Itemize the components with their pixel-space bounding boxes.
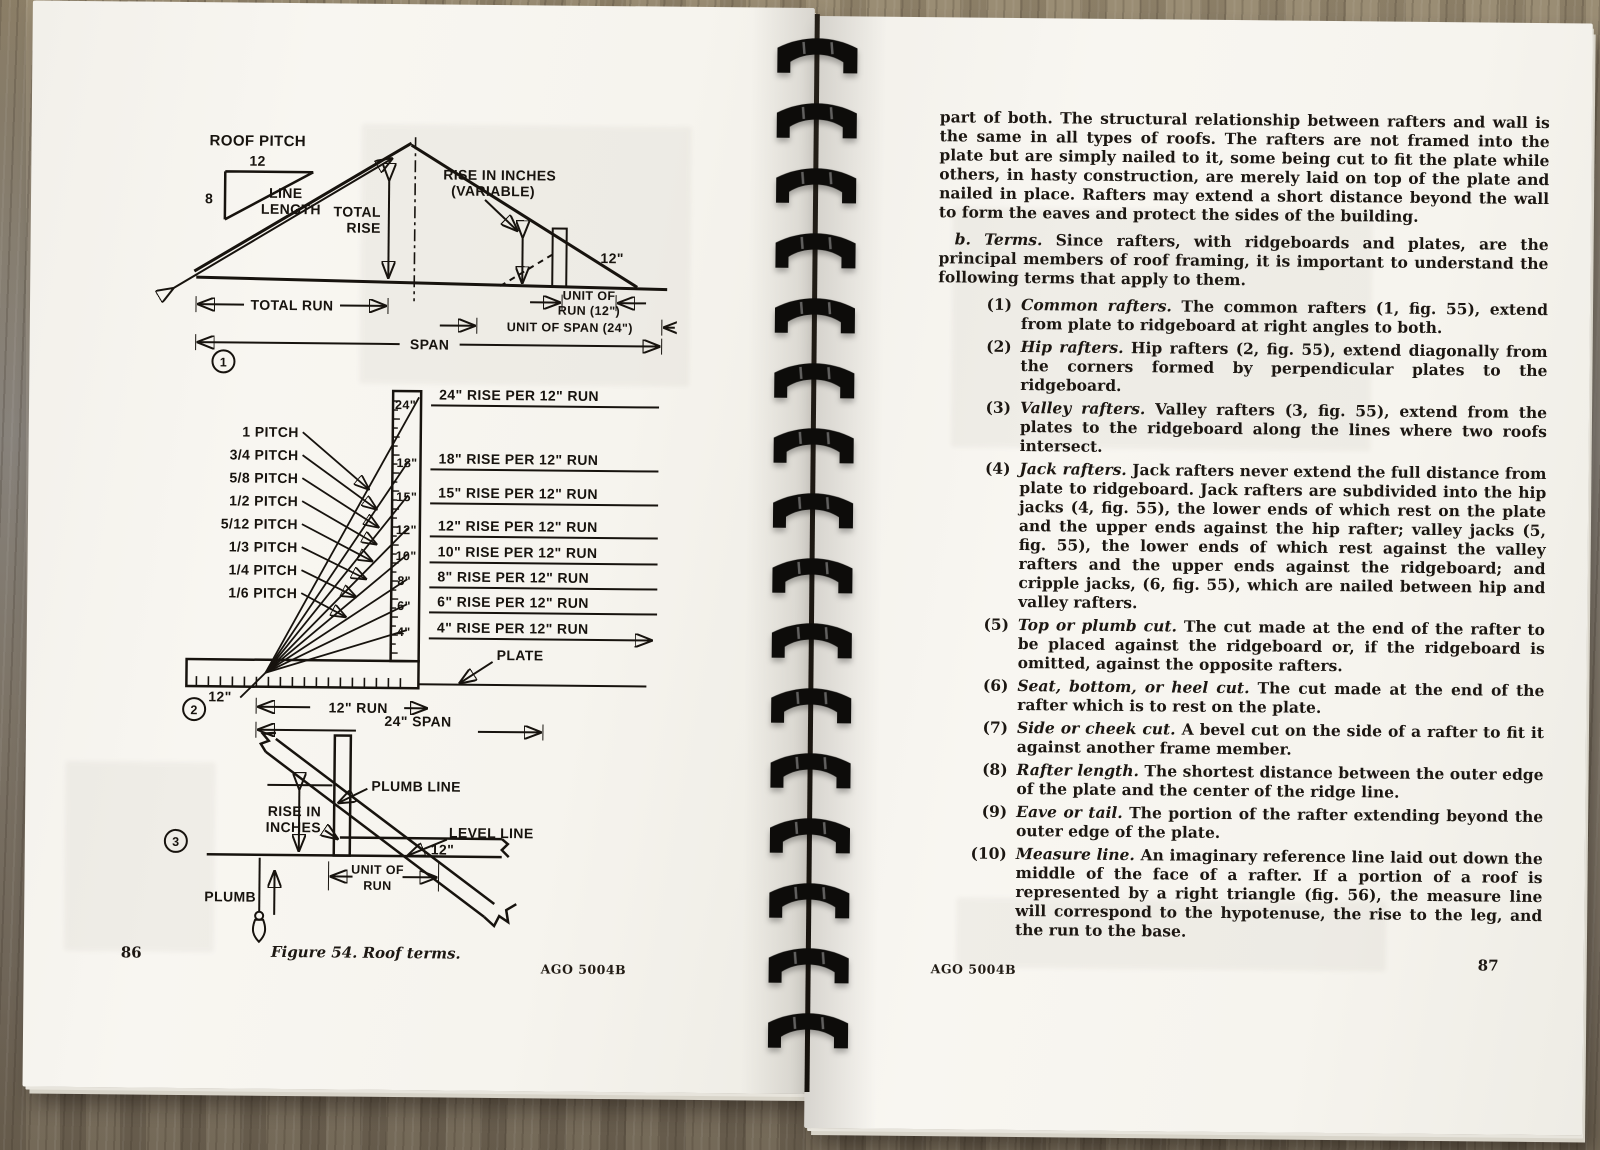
figure-caption: Figure 54. Roof terms. bbox=[270, 942, 461, 963]
term-definition: A bevel cut on the side of a rafter to fit it against another frame member. bbox=[1016, 719, 1545, 759]
dimension-unit-of-span bbox=[440, 317, 675, 335]
label-unit-of-run-2: RUN (12") bbox=[557, 303, 621, 319]
term-item-7 bbox=[934, 717, 1544, 761]
scale-15: 15" bbox=[396, 490, 418, 505]
term-number: (3) bbox=[985, 397, 1012, 417]
paragraph-terms-intro bbox=[938, 229, 1549, 292]
label-3-4-pitch: 3/4 PITCH bbox=[229, 446, 299, 464]
plumb-bob-icon bbox=[204, 857, 275, 942]
term-definition: The portion of the rafter extending beyond the outer edge of the plate. bbox=[1015, 803, 1544, 842]
figure-part-number-2 bbox=[183, 698, 205, 720]
term-item-6 bbox=[934, 675, 1544, 719]
scale-8: 8" bbox=[397, 574, 412, 589]
label-1-4-pitch: 1/4 PITCH bbox=[228, 561, 298, 579]
term-text bbox=[1015, 844, 1543, 944]
label-total-run: TOTAL RUN bbox=[250, 296, 334, 314]
term-text bbox=[1018, 459, 1546, 616]
rise-12: 12" RISE PER 12" RUN bbox=[437, 517, 598, 535]
binding-loop bbox=[764, 1009, 852, 1056]
label-5-12-pitch: 5/12 PITCH bbox=[220, 515, 298, 533]
body-text-column bbox=[932, 107, 1550, 948]
label-total-rise-2: RISE bbox=[346, 219, 381, 236]
scale-4: 4" bbox=[396, 625, 411, 640]
binding-loop bbox=[773, 99, 861, 146]
term-text bbox=[1017, 718, 1544, 761]
scale-24: 24" bbox=[394, 398, 417, 413]
comb-binding bbox=[763, 34, 861, 1117]
binding-loop bbox=[769, 424, 857, 471]
dimension-total-run bbox=[196, 296, 388, 314]
footer-code-left: AGO 5004B bbox=[540, 961, 627, 978]
binding-loop bbox=[769, 489, 857, 536]
label-pitch-8: 8 bbox=[204, 190, 214, 207]
rise-18: 18" RISE PER 12" RUN bbox=[438, 450, 599, 468]
term-number: (1) bbox=[986, 294, 1013, 314]
term-number: (7) bbox=[982, 717, 1009, 737]
scale-18: 18" bbox=[396, 456, 418, 471]
rise-8: 8" RISE PER 12" RUN bbox=[437, 568, 590, 586]
term-number: (2) bbox=[986, 336, 1012, 356]
term-number: (4) bbox=[984, 458, 1011, 478]
rise-in-inches-callout bbox=[265, 785, 337, 851]
dimension-span bbox=[196, 334, 662, 354]
diagram-2-pitch-chart bbox=[178, 379, 661, 744]
left-page bbox=[23, 1, 815, 1094]
diagram-3-plumb-level bbox=[146, 729, 618, 949]
pitch-labels bbox=[220, 423, 299, 601]
label-roof-pitch: ROOF PITCH bbox=[209, 132, 307, 151]
binding-loop bbox=[767, 684, 855, 731]
label-1-3-pitch: 1/3 PITCH bbox=[228, 538, 298, 556]
label-unit-of-run-1: UNIT OF bbox=[562, 288, 616, 304]
binding-loop bbox=[773, 34, 861, 81]
term-number: (8) bbox=[982, 759, 1008, 779]
main-roof-triangle bbox=[172, 135, 669, 304]
scale-10: 10" bbox=[395, 549, 417, 564]
term-text bbox=[1020, 337, 1548, 399]
rise-4: 4" RISE PER 12" RUN bbox=[436, 619, 589, 637]
term-item-4 bbox=[935, 458, 1546, 616]
term-name: Seat, bottom, or heel cut. bbox=[1017, 676, 1250, 698]
label-span: SPAN bbox=[409, 336, 450, 353]
framing-square-board bbox=[186, 659, 646, 690]
term-number: (10) bbox=[970, 843, 1007, 863]
term-number: (5) bbox=[983, 614, 1010, 634]
rise-24: 24" RISE PER 12" RUN bbox=[439, 386, 600, 404]
term-name: Top or plumb cut. bbox=[1017, 615, 1178, 636]
term-name: Valley rafters. bbox=[1019, 398, 1146, 419]
label-plumb-line: PLUMB LINE bbox=[371, 777, 462, 795]
label-plumb: PLUMB bbox=[204, 888, 257, 905]
rise-6: 6" RISE PER 12" RUN bbox=[437, 593, 589, 611]
scale-6: 6" bbox=[397, 599, 411, 614]
circled-3: 3 bbox=[172, 834, 180, 849]
term-name: Rafter length. bbox=[1016, 760, 1140, 781]
term-definition: The shortest distance between the outer edge of the plate and the center of the ridge line. bbox=[1016, 761, 1544, 802]
label-unit-of-span: UNIT OF SPAN (24") bbox=[506, 320, 633, 336]
term-item-5 bbox=[935, 614, 1546, 677]
label-pitch-12: 12 bbox=[249, 152, 266, 169]
term-number: (9) bbox=[981, 801, 1008, 821]
figure-part-number-1 bbox=[212, 350, 234, 372]
term-definition: The cut made at the end of the rafter which is to rest on the plate. bbox=[1017, 678, 1545, 717]
term-item-3 bbox=[937, 397, 1548, 460]
label-total-rise-1: TOTAL bbox=[333, 203, 381, 220]
rise-10: 10" RISE PER 12" RUN bbox=[437, 543, 598, 561]
label-rise-in-2: INCHES bbox=[265, 818, 322, 836]
circled-1: 1 bbox=[219, 355, 228, 370]
binding-loop bbox=[768, 554, 856, 601]
paragraph-continuation: part of both. The structural relationship between rafters and wall is the same in all types of roofs. The rafters are not framed into the plate but are simply nailed to it, some being cut to fit the plate while others, in hasty construction, are merely laid on top of the plate and nailed in place. Rafters may extend a short distance beyond the wall to form the eaves and protect the sides of the building. bbox=[938, 107, 1550, 226]
label-1-6-pitch: 1/6 PITCH bbox=[228, 584, 298, 602]
term-text bbox=[1017, 676, 1544, 719]
term-definition: Valley rafters (3, fig. 55), extend from the plates to the ridgeboard along the lines where two roofs intersect. bbox=[1019, 399, 1548, 456]
label-plate: PLATE bbox=[496, 647, 544, 664]
binding-loop bbox=[766, 749, 854, 796]
unit-of-run-dimension bbox=[328, 861, 438, 893]
term-definition: An imaginary reference line laid out down the middle of the face of a rafter. If a portion of a roof is represented by a right triangle (fig. 56), the measure line will correspond to the hypotenuse, the rise to the leg, and the run to the base. bbox=[1014, 845, 1543, 941]
terms-lead: b. Terms. bbox=[954, 229, 1043, 250]
term-text bbox=[1020, 398, 1548, 460]
term-name: Measure line. bbox=[1015, 844, 1135, 865]
term-item-1 bbox=[938, 294, 1548, 338]
scale-12: 12" bbox=[395, 523, 417, 538]
term-text bbox=[1021, 295, 1548, 338]
binding-loop bbox=[772, 164, 860, 211]
page-number-86: 86 bbox=[120, 943, 142, 962]
binding-loop bbox=[764, 944, 852, 991]
label-unit-of-run-d3-2: RUN bbox=[363, 878, 392, 894]
rise-per-run-labels bbox=[429, 386, 659, 640]
binding-loop bbox=[765, 879, 853, 926]
label-12-inch-d3: 12" bbox=[430, 841, 455, 858]
term-text bbox=[1018, 615, 1546, 677]
term-item-9 bbox=[933, 801, 1543, 845]
binding-loop bbox=[771, 294, 859, 341]
label-12-run: 12" RUN bbox=[328, 699, 388, 716]
label-5-8-pitch: 5/8 PITCH bbox=[229, 469, 299, 487]
terms-lead-rest: Since rafters, with ridgeboards and plates, are the principal members of roof framing, it is important to understand the following terms that apply to them. bbox=[938, 230, 1549, 290]
label-1-pitch: 1 PITCH bbox=[242, 423, 299, 441]
term-item-8 bbox=[933, 759, 1543, 803]
term-name: Side or cheek cut. bbox=[1016, 718, 1176, 739]
term-name: Jack rafters. bbox=[1019, 459, 1127, 480]
binding-loop bbox=[770, 359, 858, 406]
label-line-length-2: LENGTH bbox=[260, 200, 321, 218]
term-definition: Jack rafters never extend the full distance from plate to ridgeboard. Jack rafters are subdivided into the hip jacks (4, fig. 55), the lower ends of which rest on the plate and the upper ends against the hip rafter; valley jacks (5, fig. 55), the lower ends of which rest against the valley rafters and the upper ends against the ridgeboard; and cripple jacks, (6, fig. 55), which are nailed between hip and valley rafters. bbox=[1018, 460, 1547, 613]
rise-15: 15" RISE PER 12" RUN bbox=[438, 484, 599, 502]
label-variable: (VARIABLE) bbox=[451, 182, 536, 200]
term-number: (6) bbox=[982, 675, 1009, 695]
footer-code-right: AGO 5004B bbox=[930, 961, 1017, 978]
term-item-10 bbox=[932, 843, 1543, 944]
spiral-bound-book bbox=[22, 0, 1595, 1150]
page-number-87: 87 bbox=[1477, 956, 1499, 975]
circled-2: 2 bbox=[190, 703, 198, 718]
label-12-inch: 12" bbox=[600, 249, 624, 267]
term-item-2 bbox=[937, 336, 1548, 399]
binding-loop bbox=[768, 619, 856, 666]
figure-part-number-3 bbox=[165, 830, 187, 852]
label-1-2-pitch: 1/2 PITCH bbox=[229, 492, 299, 510]
term-definition: Hip rafters (2, fig. 55), extend diagonally from the corners formed by perpendicular plates to the ridgeboard. bbox=[1020, 338, 1548, 395]
diagram-1-roof-terms bbox=[131, 99, 679, 379]
term-definition: The cut made at the end of the rafter to be placed against the ridgeboard or, if the ridgeboard is omitted, against the opposite rafters. bbox=[1017, 616, 1546, 676]
term-name: Eave or tail. bbox=[1016, 802, 1123, 823]
term-definition: The common rafters (1, fig. 55), extend from plate to ridgeboard at right angles to both. bbox=[1020, 296, 1549, 338]
dimension-unit-of-run bbox=[530, 288, 646, 318]
label-12-inch-bottom: 12" bbox=[208, 688, 232, 705]
binding-loop bbox=[766, 814, 854, 861]
right-page bbox=[804, 16, 1593, 1135]
label-24-span: 24" SPAN bbox=[384, 712, 452, 730]
label-rise-in-inches: RISE IN INCHES bbox=[443, 166, 557, 184]
term-text bbox=[1016, 760, 1543, 803]
label-unit-of-run-d3-1: UNIT OF bbox=[351, 862, 405, 878]
term-name: Common rafters. bbox=[1020, 295, 1172, 316]
label-rise-in-1: RISE IN bbox=[267, 802, 322, 820]
binding-loop bbox=[771, 229, 859, 276]
term-name: Hip rafters. bbox=[1020, 337, 1124, 358]
label-line-length-1: LINE bbox=[269, 184, 303, 202]
term-text bbox=[1016, 802, 1543, 845]
plate-callout bbox=[460, 647, 543, 684]
label-level-line: LEVEL LINE bbox=[448, 824, 534, 842]
